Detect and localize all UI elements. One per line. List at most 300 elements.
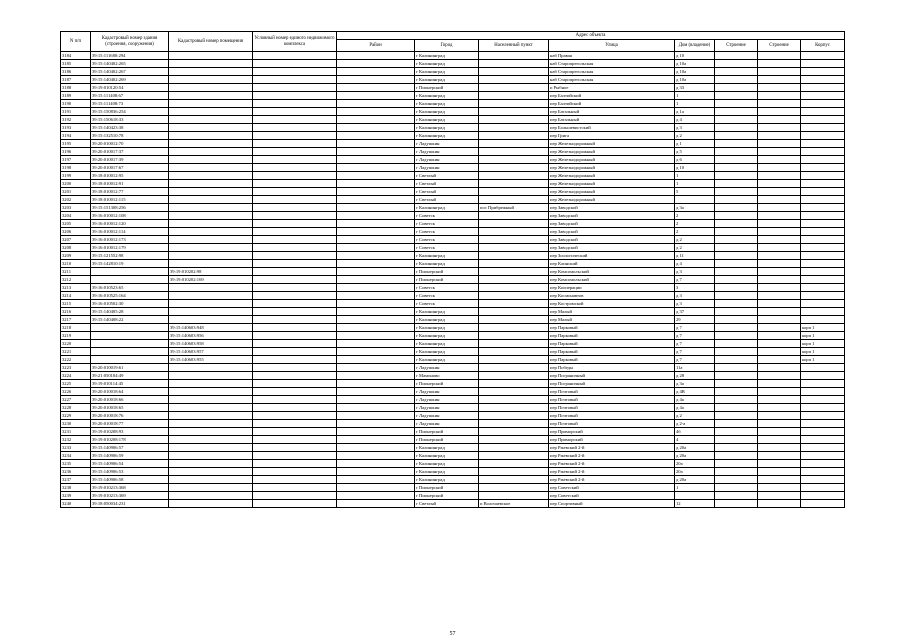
table-row — [61, 172, 845, 180]
cell-cond-num — [253, 212, 337, 220]
cell-building — [715, 340, 758, 348]
cell-house: д 7 — [675, 332, 715, 340]
cell-num: 3213 — [61, 284, 91, 292]
cell-settlement — [479, 164, 549, 172]
cell-structure — [758, 332, 801, 340]
cell-cad-building: 39:15:151308:256 — [91, 204, 169, 212]
table-row — [61, 340, 845, 348]
cell-cond-num — [253, 452, 337, 460]
cell-house: 2 — [675, 212, 715, 220]
cell-cad-building: 39:15:150836:254 — [91, 108, 169, 116]
cell-num: 3231 — [61, 428, 91, 436]
cell-house: д 2 — [675, 236, 715, 244]
cell-settlement — [479, 300, 549, 308]
table-row — [61, 276, 845, 284]
cell-cond-num — [253, 92, 337, 100]
cell-cond-num — [253, 476, 337, 484]
cell-num: 3185 — [61, 60, 91, 68]
cell-city: г Калининград — [415, 444, 479, 452]
cell-city: г Калининград — [415, 124, 479, 132]
cell-building — [715, 164, 758, 172]
cell-cad-building: 39:15:140423:38 — [91, 124, 169, 132]
cell-structure — [758, 236, 801, 244]
cell-settlement — [479, 316, 549, 324]
cell-num: 3233 — [61, 444, 91, 452]
table-row — [61, 132, 845, 140]
cell-district — [337, 284, 415, 292]
cell-cad-room — [169, 60, 253, 68]
cell-settlement — [479, 396, 549, 404]
cell-structure — [758, 284, 801, 292]
cell-settlement — [479, 412, 549, 420]
cell-street: п Рыбное — [549, 84, 675, 92]
cell-structure — [758, 420, 801, 428]
cell-settlement — [479, 372, 549, 380]
cell-cad-room — [169, 300, 253, 308]
table-row — [61, 332, 845, 340]
cell-settlement — [479, 92, 549, 100]
register-sheet — [60, 31, 845, 508]
cell-city: г Ладушкин — [415, 156, 479, 164]
cell-cad-room: 39:15:140603:958 — [169, 340, 253, 348]
cell-korpus — [801, 292, 845, 300]
cell-num: 3186 — [61, 68, 91, 76]
cell-cad-room — [169, 84, 253, 92]
cell-house: д 2 — [675, 132, 715, 140]
cell-city: г Советск — [415, 228, 479, 236]
cell-district — [337, 332, 415, 340]
cell-cond-num — [253, 420, 337, 428]
cell-district — [337, 204, 415, 212]
cell-korpus — [801, 84, 845, 92]
cell-house: д 3 — [675, 124, 715, 132]
cell-building — [715, 60, 758, 68]
cell-korpus — [801, 276, 845, 284]
cell-street: наб Старопрегольская — [549, 60, 675, 68]
cell-settlement — [479, 356, 549, 364]
cell-cad-building: 39:19:010208:93 — [91, 428, 169, 436]
cell-cad-room: 39:19:010202:169 — [169, 276, 253, 284]
cell-house: д 10а — [675, 76, 715, 84]
cell-settlement — [479, 492, 549, 500]
header-cad-room: Кадастровый номер помещения — [169, 32, 253, 52]
cell-street: наб Старопрегольская — [549, 68, 675, 76]
cell-building — [715, 420, 758, 428]
cell-house: д 5 — [675, 148, 715, 156]
cell-cad-building: 39:16:010012:108 — [91, 212, 169, 220]
cell-house: д 7 — [675, 276, 715, 284]
cell-city: г Калининград — [415, 68, 479, 76]
cell-street: пер Пограничный — [549, 372, 675, 380]
cell-building — [715, 452, 758, 460]
cell-cond-num — [253, 148, 337, 156]
cell-korpus — [801, 212, 845, 220]
cell-city: г Калининград — [415, 92, 479, 100]
cell-settlement — [479, 252, 549, 260]
header-street: Улица — [549, 40, 675, 52]
cell-house: д 4 — [675, 260, 715, 268]
cell-cond-num — [253, 236, 337, 244]
table-row — [61, 396, 845, 404]
cell-cond-num — [253, 172, 337, 180]
cell-building — [715, 372, 758, 380]
cell-district — [337, 260, 415, 268]
cell-settlement — [479, 476, 549, 484]
cell-cad-room: 39:15:140603:956 — [169, 332, 253, 340]
cell-cond-num — [253, 332, 337, 340]
cell-korpus — [801, 300, 845, 308]
cell-structure — [758, 316, 801, 324]
cell-city: г Пионерский — [415, 436, 479, 444]
header-city: Город — [415, 40, 479, 52]
cell-settlement — [479, 452, 549, 460]
cell-cad-room — [169, 388, 253, 396]
cell-structure — [758, 252, 801, 260]
cell-settlement — [479, 132, 549, 140]
cell-cad-building: 39:16:010012:120 — [91, 220, 169, 228]
cell-building — [715, 244, 758, 252]
cell-num: 3208 — [61, 244, 91, 252]
cell-settlement — [479, 420, 549, 428]
cell-korpus: корп 1 — [801, 348, 845, 356]
cell-num: 3206 — [61, 228, 91, 236]
cell-street: пер Костромской — [549, 300, 675, 308]
cell-cad-building: 39:16:010012:179 — [91, 244, 169, 252]
cell-settlement — [479, 180, 549, 188]
table-row — [61, 492, 845, 500]
cell-house: д 4В — [675, 388, 715, 396]
cell-structure — [758, 500, 801, 508]
cell-city: г Калининград — [415, 356, 479, 364]
cell-house: 1 — [675, 92, 715, 100]
cell-num: 3189 — [61, 92, 91, 100]
cell-korpus: корп 1 — [801, 332, 845, 340]
cell-korpus — [801, 396, 845, 404]
cell-building — [715, 380, 758, 388]
cell-korpus — [801, 316, 845, 324]
cell-settlement: п Волочаевское — [479, 500, 549, 508]
cell-district — [337, 380, 415, 388]
cell-korpus — [801, 68, 845, 76]
cell-district — [337, 372, 415, 380]
cell-building — [715, 428, 758, 436]
cell-building — [715, 404, 758, 412]
cell-cond-num — [253, 404, 337, 412]
cell-korpus — [801, 140, 845, 148]
cell-building — [715, 268, 758, 276]
cell-cad-building — [91, 348, 169, 356]
cell-street: пер Почтовый — [549, 412, 675, 420]
table-row — [61, 148, 845, 156]
table-row — [61, 180, 845, 188]
cell-street: пер Советский — [549, 484, 675, 492]
cell-num: 3225 — [61, 380, 91, 388]
header-house: Дом (владение) — [675, 40, 715, 52]
cell-cad-room — [169, 52, 253, 60]
cell-city: г Калининград — [415, 60, 479, 68]
cell-district — [337, 428, 415, 436]
table-row — [61, 468, 845, 476]
cell-district — [337, 220, 415, 228]
cell-building — [715, 436, 758, 444]
table-row — [61, 196, 845, 204]
cell-cond-num — [253, 284, 337, 292]
cell-cad-room — [169, 500, 253, 508]
cell-korpus — [801, 148, 845, 156]
cell-cond-num — [253, 68, 337, 76]
cell-cad-room: 39:19:010202:98 — [169, 268, 253, 276]
cell-street: пер Пограничный — [549, 380, 675, 388]
cell-cond-num — [253, 84, 337, 92]
cell-district — [337, 228, 415, 236]
cell-korpus — [801, 420, 845, 428]
cell-city: г Пионерский — [415, 380, 479, 388]
cell-district — [337, 124, 415, 132]
cell-cond-num — [253, 204, 337, 212]
header-num: N п/п — [61, 32, 91, 52]
cell-cad-room — [169, 436, 253, 444]
cell-city: г Ладушкин — [415, 396, 479, 404]
cell-cad-room — [169, 172, 253, 180]
cell-cad-room — [169, 476, 253, 484]
cell-structure — [758, 340, 801, 348]
cell-settlement — [479, 100, 549, 108]
cell-district — [337, 420, 415, 428]
cell-city: г Пионерский — [415, 268, 479, 276]
header-building: Строение — [715, 40, 758, 52]
cell-city: г Светлый — [415, 172, 479, 180]
cell-city: г Калининград — [415, 204, 479, 212]
cell-cad-building: 39:15:140906:53 — [91, 468, 169, 476]
cell-city: г Советск — [415, 220, 479, 228]
cell-house: 5 — [675, 188, 715, 196]
cell-structure — [758, 244, 801, 252]
cell-korpus — [801, 100, 845, 108]
cell-street: пер Клинский — [549, 260, 675, 268]
cell-cad-room — [169, 244, 253, 252]
cell-cond-num — [253, 428, 337, 436]
cell-building — [715, 132, 758, 140]
cell-cad-room — [169, 396, 253, 404]
table-row — [61, 212, 845, 220]
table-row — [61, 476, 845, 484]
cell-cad-room — [169, 428, 253, 436]
table-row — [61, 100, 845, 108]
cell-street: пер Космонавтов — [549, 292, 675, 300]
cell-cad-building: 39:20:010018:76 — [91, 412, 169, 420]
cell-num: 3190 — [61, 100, 91, 108]
cell-house: д 7 — [675, 340, 715, 348]
cell-structure — [758, 364, 801, 372]
cell-korpus — [801, 204, 845, 212]
cell-cond-num — [253, 60, 337, 68]
cell-house: 1 — [675, 100, 715, 108]
cell-korpus — [801, 180, 845, 188]
cell-cond-num — [253, 292, 337, 300]
cell-cad-building: 39:16:010523:65 — [91, 284, 169, 292]
cell-house: д 4а — [675, 396, 715, 404]
cell-cad-building: 39:15:140402:265 — [91, 60, 169, 68]
cell-house: д 20а — [675, 444, 715, 452]
cell-structure — [758, 260, 801, 268]
cell-cad-room — [169, 132, 253, 140]
cell-building — [715, 412, 758, 420]
cell-num: 3195 — [61, 140, 91, 148]
cell-street: пер Ржевский 2-й — [549, 452, 675, 460]
cell-num: 3235 — [61, 460, 91, 468]
cell-korpus — [801, 124, 845, 132]
cell-building — [715, 100, 758, 108]
cell-settlement — [479, 196, 549, 204]
cell-cad-room — [169, 468, 253, 476]
cell-building — [715, 236, 758, 244]
cell-cad-room — [169, 108, 253, 116]
cell-structure — [758, 76, 801, 84]
cell-street: пер Победы — [549, 364, 675, 372]
cell-cond-num — [253, 260, 337, 268]
cell-building — [715, 84, 758, 92]
table-row — [61, 220, 845, 228]
cell-district — [337, 68, 415, 76]
cell-district — [337, 140, 415, 148]
cell-city: г Ладушкин — [415, 140, 479, 148]
cell-street: пер Железнодорожный — [549, 196, 675, 204]
table-row — [61, 324, 845, 332]
cell-house: 1 — [675, 180, 715, 188]
cell-structure — [758, 468, 801, 476]
cell-cad-room — [169, 484, 253, 492]
cell-structure — [758, 356, 801, 364]
cell-structure — [758, 276, 801, 284]
table-body — [61, 52, 845, 508]
cell-cond-num — [253, 444, 337, 452]
cell-korpus — [801, 412, 845, 420]
cell-street: пер Железнодорожный — [549, 156, 675, 164]
cell-street: пер Спортивный — [549, 500, 675, 508]
cell-settlement — [479, 52, 549, 60]
cell-house: д 7 — [675, 324, 715, 332]
cell-building — [715, 396, 758, 404]
cell-district — [337, 116, 415, 124]
cell-korpus — [801, 484, 845, 492]
cell-city: г Светлый — [415, 180, 479, 188]
cell-num: 3230 — [61, 420, 91, 428]
cell-district — [337, 340, 415, 348]
cell-structure — [758, 460, 801, 468]
table-row — [61, 420, 845, 428]
cell-street: пер Заводской — [549, 228, 675, 236]
cell-num: 3212 — [61, 276, 91, 284]
cell-city: г Калининград — [415, 332, 479, 340]
cell-settlement — [479, 388, 549, 396]
cell-city: г Калининград — [415, 476, 479, 484]
cell-street: пер Кооперации — [549, 284, 675, 292]
cell-city: г Калининград — [415, 348, 479, 356]
cell-structure — [758, 444, 801, 452]
cell-cad-building: 39:20:010018:77 — [91, 420, 169, 428]
cell-building — [715, 108, 758, 116]
cell-num: 3194 — [61, 132, 91, 140]
cell-district — [337, 356, 415, 364]
cell-structure — [758, 164, 801, 172]
cell-district — [337, 452, 415, 460]
header-cond-num: Условный номер единого недвижимого комплекса — [253, 32, 337, 52]
cell-cad-room — [169, 260, 253, 268]
cell-num: 3188 — [61, 84, 91, 92]
cell-district — [337, 476, 415, 484]
cell-cad-building — [91, 340, 169, 348]
cell-city: г Калининград — [415, 76, 479, 84]
cell-cad-room — [169, 204, 253, 212]
cell-house: 20а — [675, 468, 715, 476]
table-row — [61, 244, 845, 252]
cell-building — [715, 140, 758, 148]
cell-structure — [758, 268, 801, 276]
cell-district — [337, 404, 415, 412]
cell-cad-building: 39:20:010017:37 — [91, 148, 169, 156]
cell-street: пер Приморский — [549, 428, 675, 436]
cell-num: 3192 — [61, 116, 91, 124]
cell-cad-building: 39:15:140408:22 — [91, 316, 169, 324]
cell-street: пер Парковый — [549, 332, 675, 340]
cell-city: г Калининград — [415, 108, 479, 116]
cell-korpus — [801, 268, 845, 276]
cell-cad-building: 39:20:010018:64 — [91, 388, 169, 396]
cell-city: г Калининград — [415, 468, 479, 476]
cell-cad-room — [169, 92, 253, 100]
cell-korpus — [801, 492, 845, 500]
cell-city: г Советск — [415, 292, 479, 300]
cell-cad-room — [169, 252, 253, 260]
table-row — [61, 364, 845, 372]
cell-structure — [758, 148, 801, 156]
cell-street: пер Заводской — [549, 236, 675, 244]
cell-house: д 10 — [675, 164, 715, 172]
table-row — [61, 308, 845, 316]
cell-building — [715, 252, 758, 260]
cell-cad-building: 39:15:140405:28 — [91, 308, 169, 316]
cell-building — [715, 348, 758, 356]
cell-cond-num — [253, 52, 337, 60]
cell-num: 3210 — [61, 260, 91, 268]
cell-korpus — [801, 92, 845, 100]
cell-structure — [758, 172, 801, 180]
cell-num: 3228 — [61, 404, 91, 412]
cell-district — [337, 348, 415, 356]
cell-cad-building: 39:21:050104:49 — [91, 372, 169, 380]
cell-settlement — [479, 212, 549, 220]
cell-num: 3219 — [61, 332, 91, 340]
table-row — [61, 116, 845, 124]
cell-settlement — [479, 116, 549, 124]
cell-korpus — [801, 60, 845, 68]
cell-cad-room — [169, 316, 253, 324]
cell-korpus — [801, 108, 845, 116]
cell-korpus — [801, 252, 845, 260]
cell-structure — [758, 140, 801, 148]
table-row — [61, 60, 845, 68]
table-row — [61, 68, 845, 76]
table-row — [61, 268, 845, 276]
cell-cond-num — [253, 132, 337, 140]
cell-num: 3193 — [61, 124, 91, 132]
cell-settlement — [479, 404, 549, 412]
cell-korpus: корп 1 — [801, 356, 845, 364]
cell-cad-building: 39:15:132510:78 — [91, 132, 169, 140]
table-row — [61, 292, 845, 300]
table-row — [61, 228, 845, 236]
cell-building — [715, 180, 758, 188]
